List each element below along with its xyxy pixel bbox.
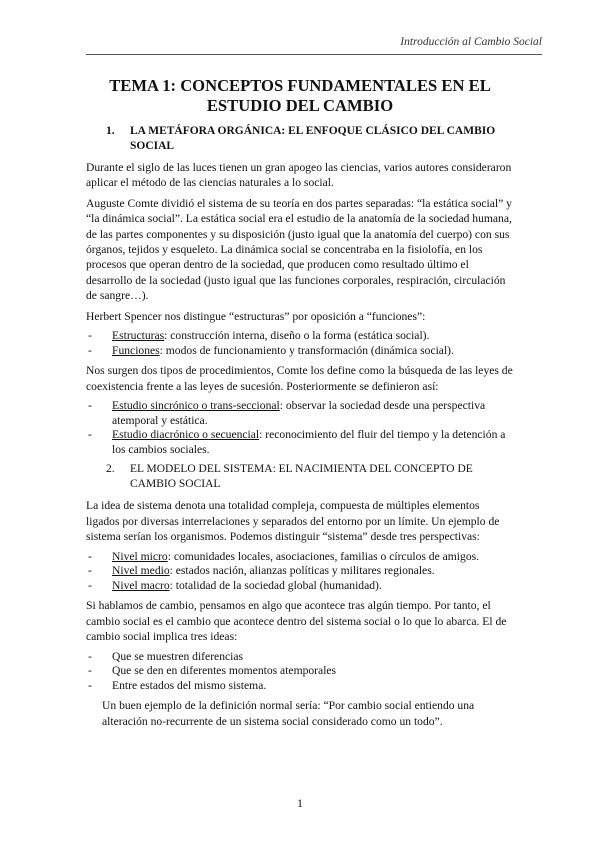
list-item: - Estructuras: construcción interna, diseño o la forma (estática social). <box>88 329 430 343</box>
running-header: Introducción al Cambio Social <box>400 36 542 48</box>
document-title: TEMA 1: CONCEPTOS FUNDAMENTALES EN EL ESTUDIO DEL CAMBIO <box>109 76 491 115</box>
paragraph: Durante el siglo de las luces tienen un gran apogeo las ciencias, varios autores consideraron aplicar el método de las ciencias naturales a lo social. <box>86 161 512 190</box>
system-levels-list <box>86 550 514 594</box>
list-item: - Estudio diacrónico o secuencial: reconocimiento del fluir del tiempo y la detención a los cambios sociales. <box>88 428 506 456</box>
page-number: 1 <box>297 796 303 810</box>
list-item: - Que se muestren diferencias <box>88 649 244 663</box>
definition-paragraph: Un buen ejemplo de la definición normal sería: “Por cambio social entiendo una alteración no-recurrente de un sistema social considerado como un todo”. <box>102 699 475 728</box>
structures-list <box>86 329 514 358</box>
study-types-list <box>86 399 514 457</box>
change-ideas-list <box>86 650 514 694</box>
page-content <box>86 76 514 734</box>
paragraph: La idea de sistema denota una totalidad compleja, compuesta de múltiples elementos ligados por diversas interrelaciones y separados del entorno por un límite. Un ejemplo de sistema serían los organismos. Podemos distinguir “sistema” desde tres perspectivas: <box>86 499 500 544</box>
list-item: - Nivel medio: estados nación, alianzas políticas y militares regionales. <box>88 564 435 578</box>
paragraph: Herbert Spencer nos distingue “estructuras” por oposición a “funciones”: <box>86 309 426 323</box>
header-rule <box>86 54 542 55</box>
list-item: - Funciones: modos de funcionamiento y transformación (dinámica social). <box>88 343 454 357</box>
list-item: - Nivel macro: totalidad de la sociedad global (humanidad). <box>88 578 382 592</box>
list-item: - Nivel micro: comunidades locales, asociaciones, familias o círculos de amigos. <box>88 549 480 563</box>
paragraph: Si hablamos de cambio, pensamos en algo que acontece tras algún tiempo. Por tanto, el cambio social es el cambio que acontece dentro del sistema social o lo que lo abarca. El de cambio social implica tres ideas: <box>86 599 507 644</box>
list-item: - Que se den en diferentes momentos atemporales <box>88 664 337 678</box>
section-1-heading: 1. LA METÁFORA ORGÁNICA: EL ENFOQUE CLÁSICO DEL CAMBIO SOCIAL <box>106 125 496 152</box>
section-2-heading: 2. EL MODELO DEL SISTEMA: EL NACIMIENTA DEL CONCEPTO DE CAMBIO SOCIAL <box>106 463 473 491</box>
list-item: - Estudio sincrónico o trans-seccional: observar la sociedad desde una perspectiva atemporal y estática. <box>88 399 486 427</box>
paragraph: Nos surgen dos tipos de procedimientos, Comte los define como la búsqueda de las leyes de coexistencia frente a las leyes de sucesión. Posteriormente se definieron así: <box>86 364 513 393</box>
list-item: - Entre estados del mismo sistema. <box>88 678 267 692</box>
paragraph: Auguste Comte dividió el sistema de su teoría en dos partes separadas: “la estática social” y “la dinámica social”. La estática social era el estudio de la anatomía de la sociedad humana, de las partes componentes y su disposición (justo igual que la anatomía del cuerpo) con sus órganos, tejidos y esqueleto. La dinámica social se concentraba en la fisiolofía, en los procesos que operan dentro de la sociedad, que producen como resultado último el desarrollo de la sociedad (justo igual que las funciones corporales, respiración, circulación de sangre…). <box>86 196 512 303</box>
